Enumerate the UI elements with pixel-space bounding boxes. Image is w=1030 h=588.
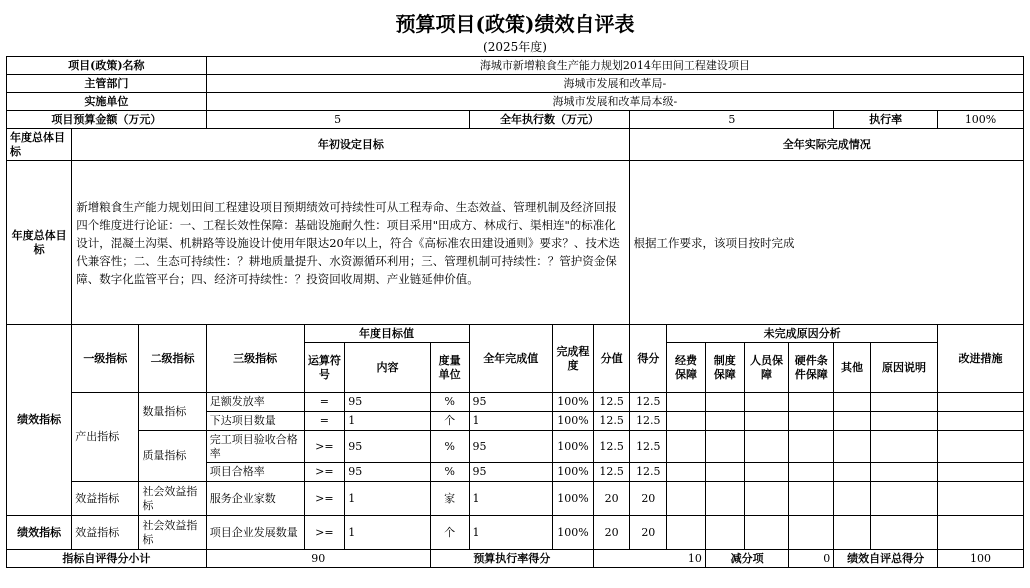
level1-cell: 效益指标 [72,482,139,516]
operator-cell: = [304,393,345,412]
empty-cell [870,431,937,463]
budget-rate-value: 10 [593,550,705,568]
empty-cell [870,412,937,431]
score-header: 分值 [593,325,630,393]
empty-cell [870,482,937,516]
score-cell: 20 [593,516,630,550]
project-name-row [7,57,1024,75]
exec-label: 全年执行数（万元） [469,111,630,129]
empty-cell [744,393,789,412]
empty-cell [744,516,789,550]
impl-row [7,93,1024,111]
actual-goal-text: 根据工作要求，该项目按时完成 [630,161,1024,325]
table-row [7,516,1024,550]
budget-value: 5 [206,111,469,129]
deduct-label: 减分项 [705,550,789,568]
unfinished-header: 未完成原因分析 [667,325,938,343]
evaluation-table [6,56,1024,568]
completion-header: 完成程度 [553,325,594,393]
got-cell: 20 [630,482,667,516]
level3-cell: 服务企业家数 [206,482,304,516]
level2-cell: 社会效益指标 [139,516,206,550]
empty-cell [667,393,706,412]
content-cell: 1 [345,412,431,431]
empty-cell [705,412,744,431]
budget-row [7,111,1024,129]
staff-header: 人员保障 [744,343,789,393]
level3-cell: 足额发放率 [206,393,304,412]
empty-cell [667,516,706,550]
score-cell: 12.5 [593,393,630,412]
completion-cell: 100% [553,412,594,431]
empty-cell [705,516,744,550]
level1-cell: 产出指标 [72,393,139,482]
perf-indicator-label-2: 绩效指标 [7,516,72,550]
empty-cell [789,393,834,412]
other-header: 其他 [834,343,871,393]
unit-cell: 个 [430,516,469,550]
empty-cell [667,412,706,431]
empty-cell [834,482,871,516]
level1-header: 一级指标 [72,325,139,393]
initial-goal-header: 年初设定目标 [72,129,630,161]
empty-cell [789,482,834,516]
empty-cell [667,463,706,482]
form-title: 预算项目(政策)绩效自评表 [395,12,635,36]
improve-header: 改进措施 [938,325,1024,393]
empty-cell [834,393,871,412]
empty-cell [834,516,871,550]
empty-cell [789,412,834,431]
empty-cell [744,463,789,482]
footer-row [7,550,1024,568]
got-cell: 12.5 [630,393,667,412]
empty-cell [834,431,871,463]
goals-header-row [7,129,1024,161]
operator-cell: = [304,412,345,431]
value-cell: 95 [469,431,553,463]
value-cell: 1 [469,482,553,516]
got-cell: 12.5 [630,431,667,463]
operator-cell: >= [304,516,345,550]
unit-cell: % [430,393,469,412]
got-cell: 12.5 [630,463,667,482]
empty-cell [938,463,1024,482]
actual-goal-header: 全年实际完成情况 [630,129,1024,161]
empty-cell [705,431,744,463]
level3-header: 三级指标 [206,325,304,393]
got-header: 得分 [630,325,667,393]
unit-cell: 个 [430,412,469,431]
completion-cell: 100% [553,431,594,463]
content-header: 内容 [345,343,431,393]
perf-indicator-label: 绩效指标 [7,325,72,516]
empty-cell [938,482,1024,516]
form-year: (2025年度) [483,40,547,54]
empty-cell [834,412,871,431]
dept-label: 主管部门 [7,75,207,93]
value-cell: 1 [469,412,553,431]
completion-cell: 100% [553,482,594,516]
project-name-value: 海城市新增粮食生产能力规划2014年田间工程建设项目 [206,57,1023,75]
unit-header: 度量单位 [430,343,469,393]
unit-cell: % [430,431,469,463]
indicator-header-row-1 [7,325,1024,343]
content-cell: 95 [345,463,431,482]
funding-header: 经费保障 [667,343,706,393]
value-cell: 1 [469,516,553,550]
empty-cell [744,431,789,463]
goals-body-row [7,161,1024,325]
content-cell: 1 [345,482,431,516]
content-cell: 95 [345,431,431,463]
initial-goal-text: 新增粮食生产能力规划田间工程建设项目预期绩效可持续性可从工程寿命、生态效益、管理机制及经济回报四个维度进行论证：一、工程长效性保障：基础设施耐久性：项目采用"田成方、林成行、渠相连"的标准化设计，混凝土沟渠、机耕路等设施设计使用年限达20年以上，符合《高标准农田建设通则》要求？、技术迭代兼容性；二、生态可持续性：？耕地质量提升、水资源循环利用；三、管理机制可持续性：？管护资金保障、数字化监管平台；四、经济可持续性：？投资回收周期、产业链延伸价值。 [72,161,630,325]
empty-cell [744,412,789,431]
goals-header-label: 年度总体目标 [7,129,72,161]
annual-target-header: 年度目标值 [304,325,469,343]
empty-cell [938,516,1024,550]
budget-rate-label: 预算执行率得分 [430,550,593,568]
reason-header: 原因说明 [870,343,937,393]
empty-cell [667,431,706,463]
annual-value-header: 全年完成值 [469,325,553,393]
got-cell: 20 [630,516,667,550]
system-header: 制度保障 [705,343,744,393]
total-label: 绩效自评总得分 [834,550,938,568]
project-name-label: 项目(政策)名称 [7,57,207,75]
impl-label: 实施单位 [7,93,207,111]
empty-cell [834,463,871,482]
content-cell: 1 [345,516,431,550]
level2-cell: 质量指标 [139,431,206,482]
unit-cell: % [430,463,469,482]
level2-cell: 社会效益指标 [139,482,206,516]
operator-cell: >= [304,482,345,516]
empty-cell [870,393,937,412]
completion-cell: 100% [553,463,594,482]
empty-cell [667,482,706,516]
score-cell: 12.5 [593,463,630,482]
score-cell: 20 [593,482,630,516]
empty-cell [705,482,744,516]
got-cell: 12.5 [630,412,667,431]
level1-cell: 效益指标 [72,516,139,550]
table-row [7,431,1024,463]
total-value: 100 [938,550,1024,568]
table-row [7,482,1024,516]
completion-cell: 100% [553,516,594,550]
value-cell: 95 [469,393,553,412]
empty-cell [938,431,1024,463]
level3-cell: 项目合格率 [206,463,304,482]
empty-cell [705,463,744,482]
empty-cell [938,393,1024,412]
level3-cell: 下达项目数量 [206,412,304,431]
subtotal-value: 90 [206,550,430,568]
empty-cell [744,482,789,516]
empty-cell [789,516,834,550]
operator-cell: >= [304,431,345,463]
empty-cell [789,463,834,482]
content-cell: 95 [345,393,431,412]
completion-cell: 100% [553,393,594,412]
empty-cell [870,516,937,550]
empty-cell [705,393,744,412]
operator-header: 运算符号 [304,343,345,393]
budget-label: 项目预算金额（万元） [7,111,207,129]
level3-cell: 完工项目验收合格率 [206,431,304,463]
level2-cell: 数量指标 [139,393,206,431]
deduct-value: 0 [789,550,834,568]
subtotal-label: 指标自评得分小计 [7,550,207,568]
rate-label: 执行率 [834,111,938,129]
dept-value: 海城市发展和改革局- [206,75,1023,93]
empty-cell [938,412,1024,431]
value-cell: 95 [469,463,553,482]
empty-cell [789,431,834,463]
rate-value: 100% [938,111,1024,129]
exec-value: 5 [630,111,834,129]
score-cell: 12.5 [593,431,630,463]
level2-header: 二级指标 [139,325,206,393]
dept-row [7,75,1024,93]
table-row [7,393,1024,412]
score-cell: 12.5 [593,412,630,431]
hardware-header: 硬件条件保障 [789,343,834,393]
goals-row-label: 年度总体目标 [7,161,72,325]
operator-cell: >= [304,463,345,482]
unit-cell: 家 [430,482,469,516]
level3-cell: 项目企业发展数量 [206,516,304,550]
empty-cell [870,463,937,482]
impl-value: 海城市发展和改革局本级- [206,93,1023,111]
